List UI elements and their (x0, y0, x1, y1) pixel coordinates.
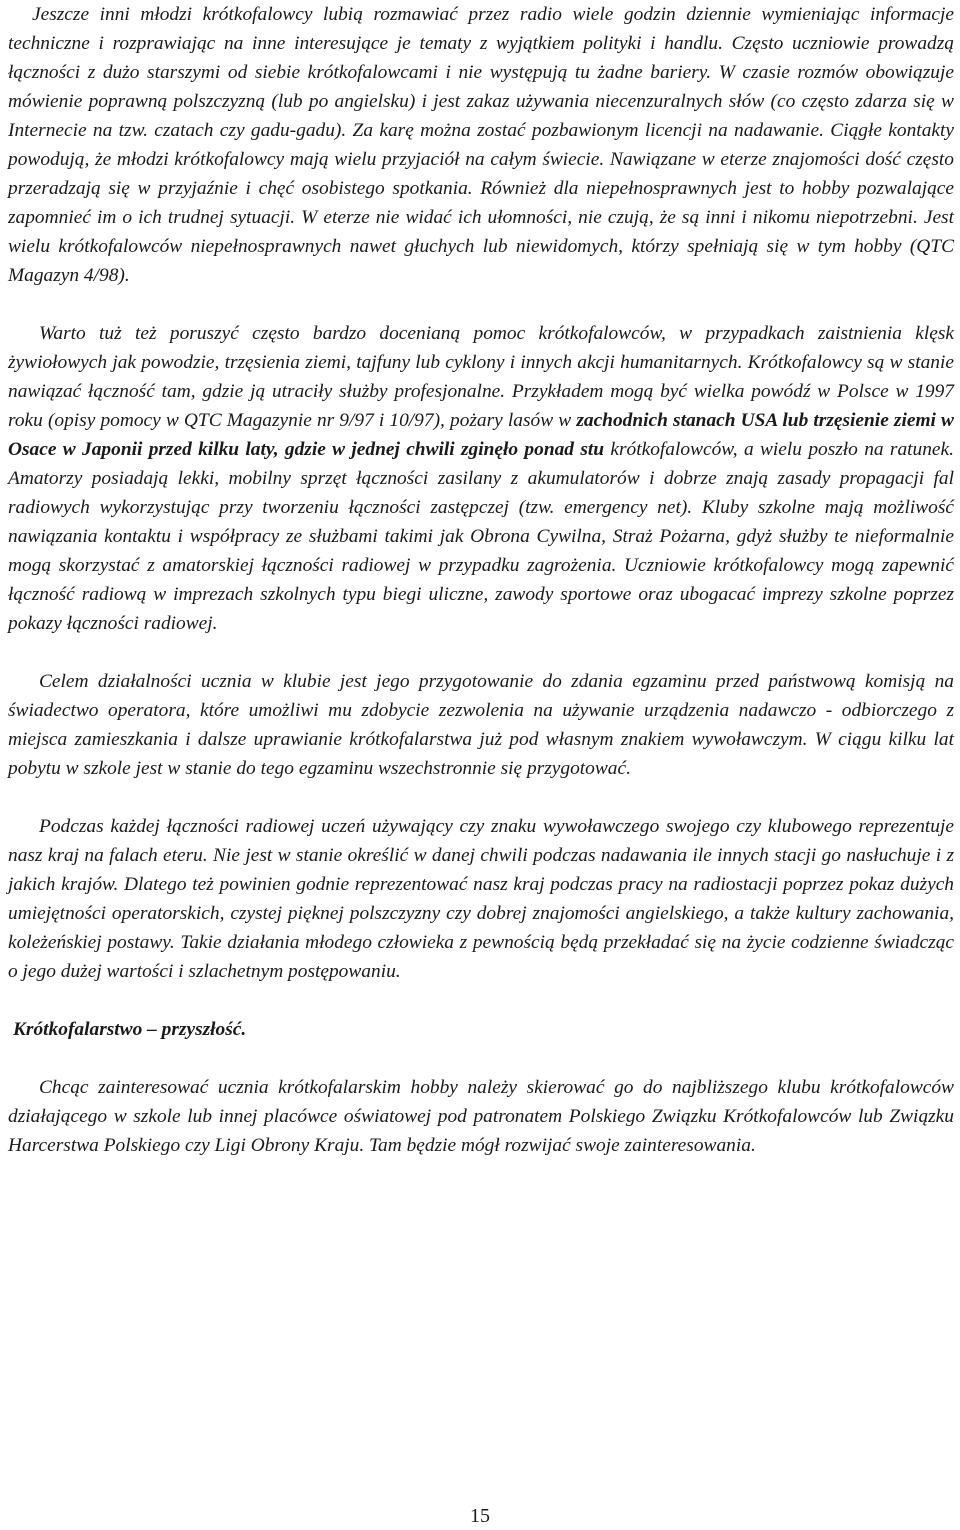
paragraph-spacer (8, 290, 954, 319)
paragraph-representing-country: Podczas każdej łączności radiowej uczeń używający czy znaku wywoławczego swojego czy klubowego reprezentuje nasz kraj na falach eteru. Nie jest w stanie określić w danej chwili podczas nadawania ile innych stacji go nasłuchuje i z jakich krajów. Dlatego też powinien godnie reprezentować nasz kraj podczas pracy na radiostacji poprzez pokaz dużych umiejętności operatorskich, czystej pięknej polszczyzny czy dobrej znajomości angielskiego, a także kultury zachowania, koleżeńskiej postawy. Takie działania młodego człowieka z pewnością będą przekładać się na życie codzienne świadcząc o jego dużej wartości i szlachetnym postępowaniu. (8, 816, 954, 982)
section-heading: Krótkofalarstwo – przyszłość. (13, 1019, 247, 1040)
paragraph-spacer (8, 1044, 954, 1073)
paragraph-spacer (8, 638, 954, 667)
paragraph-emergency-help-text-start: Warto tuż też poruszyć często bardzo docenianą pomoc krótkofalowców, w przypadkach zaistnienia klęsk żywiołowych jak powodzie, trzęsienia ziemi, tajfuny lub cyklony i innych akcji humanitarnych. Krótkofalowcy są w stanie nawiązać łączność tam, gdzie ją utraciły służby profesjonalne. Przykładem mogą być wielka powódź w Polsce w 1997 roku (opisy pomocy w QTC Magazynie nr 9/97 i 10/97), pożary lasów w (8, 323, 954, 431)
paragraph-join-club: Chcąc zainteresować ucznia krótkofalarskim hobby należy skierować go do najbliższego klubu krótkofalowców działającego w szkole lub innej placówce oświatowej pod patronatem Polskiego Związku Krótkofalowców lub Związku Harcerstwa Polskiego czy Ligi Obrony Kraju. Tam będzie mógł rozwijać swoje zainteresowania. (8, 1077, 954, 1156)
paragraph-emergency-help (8, 319, 954, 638)
document-page (8, 0, 954, 1160)
paragraph-emergency-help-text-end: krótkofalowców, a wielu poszło na ratunek. Amatorzy posiadają lekki, mobilny sprzęt łączności zasilany z akumulatorów i dobrze znają zasady propagacji fal radiowych wykorzystując przy tworzeniu łączności zastępczej (tzw. emergency net). Kluby szkolne mają możliwość nawiązania kontaktu i współpracy ze służbami takimi jak Obrona Cywilna, Straż Pożarna, gdyż służby te nieformalnie mogą skorzystać z amatorskiej łączności radiowej w przypadku zagrożenia. Uczniowie krótkofalowcy mogą zapewnić łączność radiową w imprezach szkolnych typu biegi uliczne, zawody sportowe oraz ubogacać imprezy szkolne poprzez pokazy łączności radiowej. (8, 439, 954, 634)
paragraph-spacer (8, 986, 954, 1015)
paragraph-emergency-help-bold: zachodnich stanach USA lub trzęsienie ziemi w Osace w Japonii przed kilku laty, gdzie w jednej chwili zginęło ponad stu (8, 410, 954, 460)
page-number: 15 (470, 1505, 490, 1527)
paragraph-radio-conversations: Jeszcze inni młodzi krótkofalowcy lubią rozmawiać przez radio wiele godzin dziennie wymieniając informacje techniczne i rozprawiając na inne interesujące je tematy z wyjątkiem polityki i handlu. Często uczniowie prowadzą łączności z dużo starszymi od siebie krótkofalowcami i nie występują tu żadne bariery. W czasie rozmów obowiązuje mówienie poprawną polszczyzną (lub po angielsku) i jest zakaz używania niecenzuralnych słów (co często zdarza się w Internecie na tzw. czatach czy gadu-gadu). Za karę można zostać pozbawionym licencji na nadawanie. Ciągłe kontakty powodują, że młodzi krótkofalowcy mają wielu przyjaciół na całym świecie. Nawiązane w eterze znajomości dość często przeradzają się w przyjaźnie i chęć osobistego spotkania. Również dla niepełnosprawnych jest to hobby pozwalające zapomnieć im o ich trudnej sytuacji. W eterze nie widać ich ułomności, nie czują, że są inni i nikomu niepotrzebni. Jest wielu krótkofalowców niepełnosprawnych nawet głuchych lub niewidomych, którzy spełniają się w tym hobby (QTC Magazyn 4/98). (8, 4, 954, 286)
paragraph-spacer (8, 783, 954, 812)
paragraph-exam-goal: Celem działalności ucznia w klubie jest jego przygotowanie do zdania egzaminu przed państwową komisją na świadectwo operatora, które umożliwi mu zdobycie zezwolenia na używanie urządzenia nadawczo - odbiorczego z miejsca zamieszkania i dalsze uprawianie krótkofalarstwa już pod własnym znakiem wywoławczym. W ciągu kilku lat pobytu w szkole jest w stanie do tego egzaminu wszechstronnie się przygotować. (8, 671, 954, 779)
